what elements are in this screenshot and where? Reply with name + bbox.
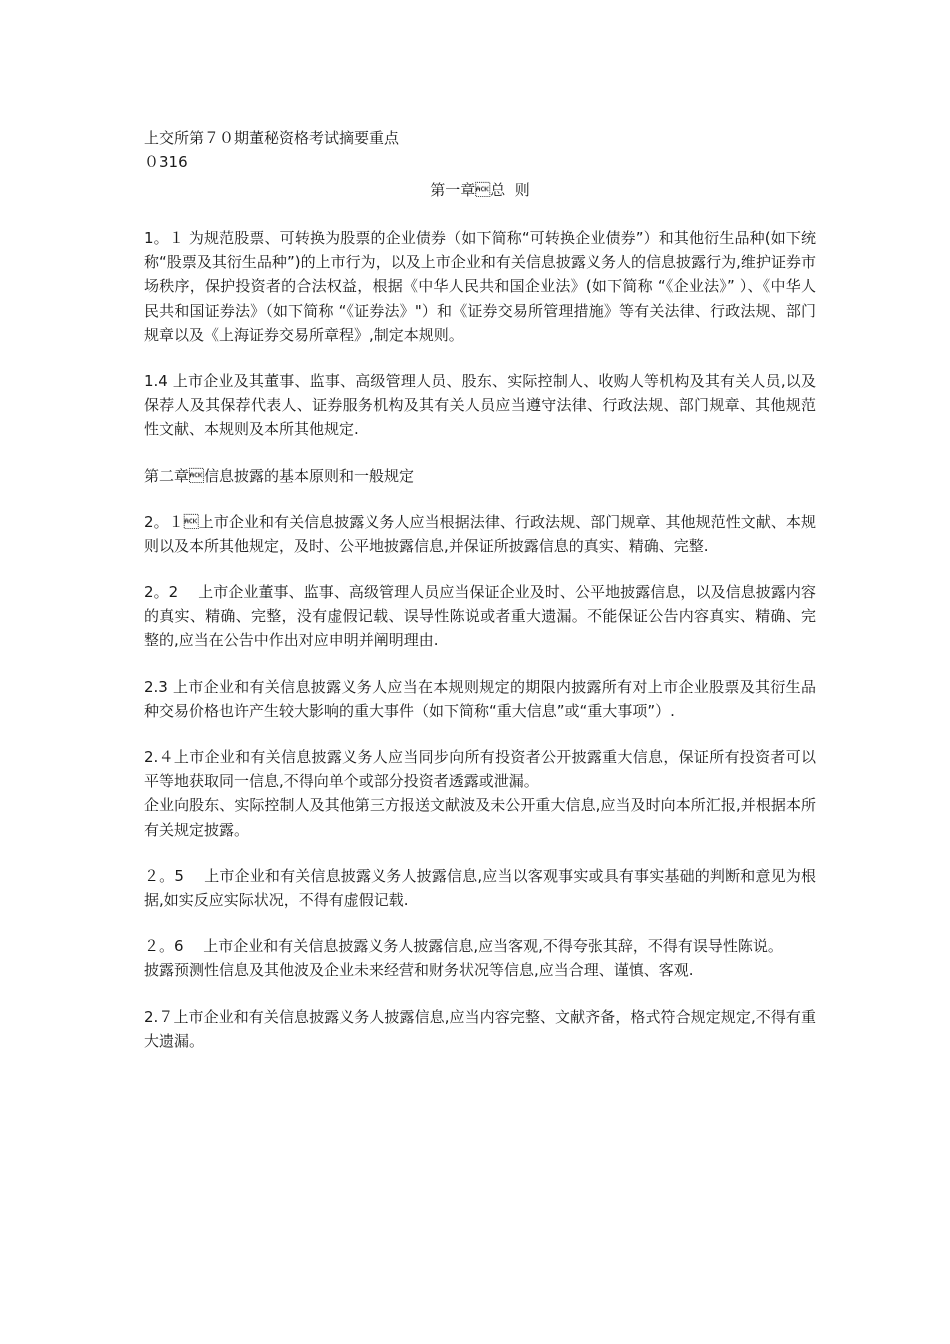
paragraph-2-4: 2.４上市企业和有关信息披露义务人应当同步向所有投资者公开披露重大信息，保证所有投资者可以平等地获取同一信息,不得向单个或部分投资者透露或泄漏。: [144, 748, 816, 791]
chapter-2-heading: 第二章信息披露的基本原则和一般规定: [144, 466, 415, 485]
paragraph-2-6-continued: 披露预测性信息及其他波及企业未来经营和财务状况等信息,应当合理、谨慎、客观.: [144, 961, 694, 980]
paragraph-1-1: 1。１ 为规范股票、可转换为股票的企业债券（如下简称“可转换企业债券”）和其他衍生品种(如下统称“股票及其衍生品种”)的上市行为，以及上市企业和有关信息披露义务人的信息披露行为,维护证券市场秩序，保护投资者的合法权益，根据《中华人民共和国企业法》(如下简称 “《企业法》” ）、《中华人民共和国证券法》（如下简称 “《证券法》"）和《证券交易所管理措施》等有关法律、行政法规、部门规章以及《上海证券交易所章程》,制定本规则。: [144, 229, 816, 344]
paragraph-2-6: ２。6 上市企业和有关信息披露义务人披露信息,应当客观,不得夸张其辞，不得有误导性陈说。: [144, 937, 783, 956]
paragraph-2-5: ２。5 上市企业和有关信息披露义务人披露信息,应当以客观事实或具有事实基础的判断和意见为根据,如实反应实际状况，不得有虚假记载.: [144, 866, 816, 910]
paragraph-1-4: 1.4 上市企业及其董事、监事、高级管理人员、股东、实际控制人、收购人等机构及其有关人员,以及保荐人及其保荐代表人、证券服务机构及其有关人员应当遵守法律、行政法规、部门规章、其他规范性文献、本规则及本所其他规定.: [144, 372, 816, 439]
chapter-1-heading: 第一章总 则: [430, 181, 530, 199]
paragraph-2-7: 2.７上市企业和有关信息披露义务人披露信息,应当内容完整、文献齐备，格式符合规定规定,不得有重大遗漏。: [144, 1007, 816, 1050]
paragraph-2-1: 2。１上市企业和有关信息披露义务人应当根据法律、行政法规、部门规章、其他规范性文献、本规则以及本所其他规定，及时、公平地披露信息,并保证所披露信息的真实、精确、完整.: [144, 512, 816, 555]
document-body: [144, 126, 816, 1053]
document-title: 上交所第７０期董秘资格考试摘要重点: [144, 129, 400, 147]
paragraph-2-4-continued: 企业向股东、实际控制人及其他第三方报送文献波及未公开重大信息,应当及时向本所汇报,并根据本所有关规定披露。: [144, 796, 816, 839]
paragraph-2-3: 2.3 上市企业和有关信息披露义务人应当在本规则规定的期限内披露所有对上市企业股票及其衍生品种交易价格也许产生较大影响的重大事件（如下简称“重大信息”或“重大事项”）.: [144, 677, 816, 720]
document-date: ０316: [144, 153, 188, 171]
paragraph-2-2: 2。2 上市企业董事、监事、高级管理人员应当保证企业及时、公平地披露信息，以及信息披露内容的真实、精确、完整，没有虚假记载、误导性陈说或者重大遗漏。不能保证公告内容真实、精确、完整的,应当在公告中作出对应申明并阐明理由.: [144, 583, 816, 650]
